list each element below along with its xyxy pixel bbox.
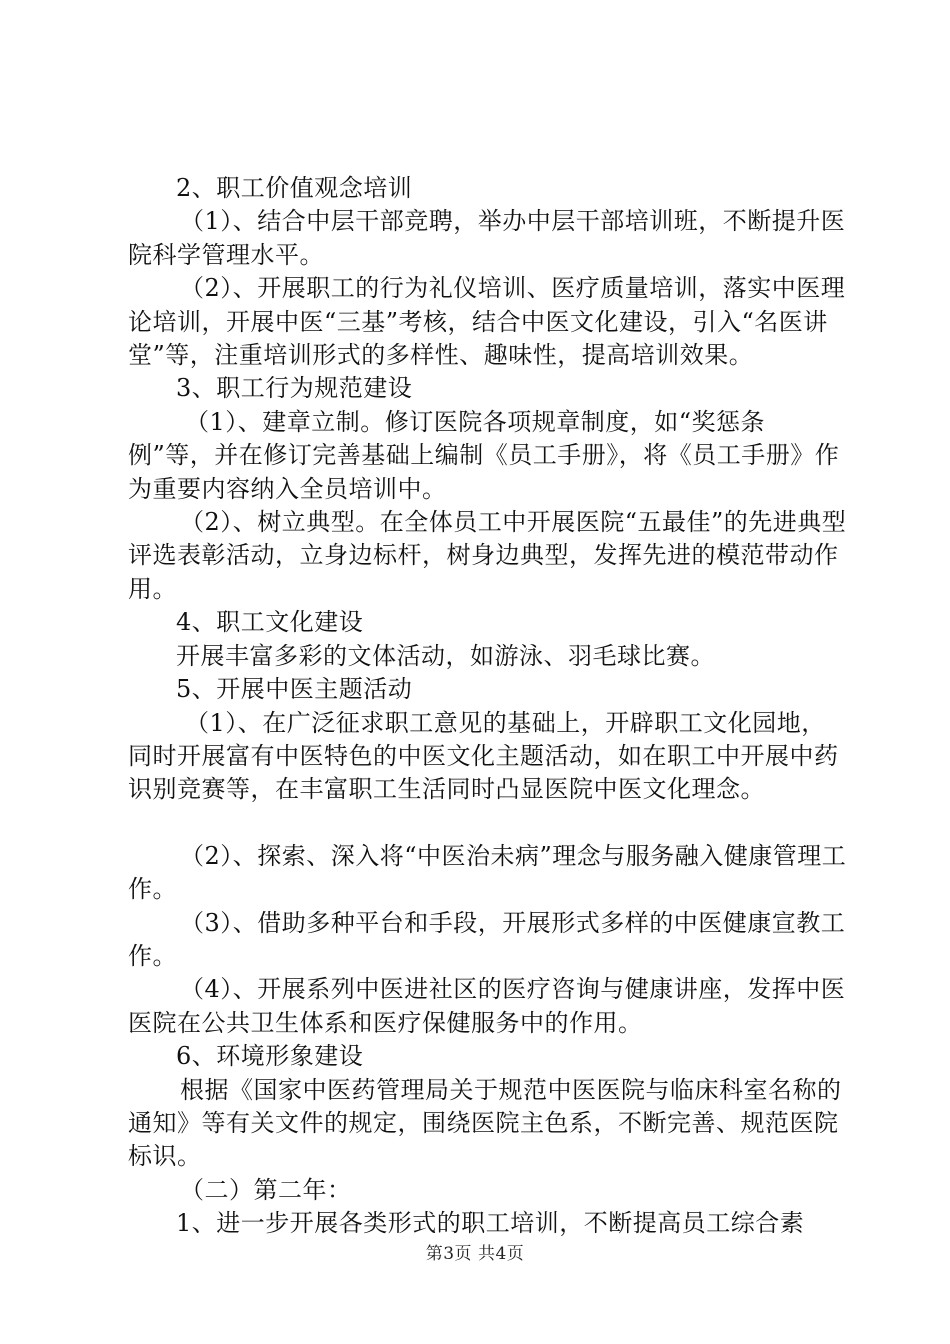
list-item-paragraph: （1）、结合中层干部竞聘，举办中层干部培训班，不断提升医院科学管理水平。: [128, 207, 846, 269]
section-heading-value-training: 2、职工价值观念培训: [176, 174, 413, 202]
list-item-paragraph: （2）、探索、深入将“中医治未病”理念与服务融入健康管理工作。: [128, 841, 847, 904]
page-footer: [0, 1243, 950, 1265]
list-item-paragraph: 1、进一步开展各类形式的职工培训，不断提高员工综合素: [176, 1209, 805, 1238]
list-item-paragraph: （1）、建章立制。修订医院各项规章制度，如“奖惩条例”等，并在修订完善基础上编制《员工手册》，将《员工手册》作为重要内容纳入全员培训中。: [128, 407, 840, 503]
section-heading-staff-culture: 4、职工文化建设: [176, 608, 364, 637]
body-paragraph: 根据《国家中医药管理局关于规范中医医院与临床科室名称的通知》等有关文件的规定，围绕医院主色系，不断完善、规范医院标识。: [128, 1075, 842, 1171]
subsection-heading-second-year: （二）第二年：: [180, 1175, 352, 1204]
list-item-paragraph: （2）、开展职工的行为礼仪培训、医疗质量培训，落实中医理论培训，开展中医“三基”考核，结合中医文化建设，引入“名医讲堂”等，注重培训形式的多样性、趣味性，提高培训效果。: [128, 274, 846, 370]
list-item-paragraph: （2）、树立典型。在全体员工中开展医院“五最佳”的先进典型评选表彰活动，立身边标杆，树身边典型，发挥先进的模范带动作用。: [128, 508, 847, 603]
document-body: [128, 172, 848, 1241]
body-paragraph: 开展丰富多彩的文体活动，如游泳、羽毛球比赛。: [176, 641, 715, 670]
section-heading-environment-image: 6、环境形象建设: [176, 1042, 364, 1071]
section-heading-behavior-norms: 3、职工行为规范建设: [176, 374, 413, 403]
list-item-paragraph: （3）、借助多种平台和手段，开展形式多样的中医健康宣教工作。: [128, 908, 846, 970]
list-item-paragraph: （1）、在广泛征求职工意见的基础上，开辟职工文化园地，同时开展富有中医特色的中医文化主题活动，如在职工中开展中药识别竞赛等，在丰富职工生活同时凸显医院中医文化理念。: [128, 708, 839, 804]
page-number: 第3页 共4页: [425, 1244, 525, 1264]
section-heading-tcm-activities: 5、开展中医主题活动: [176, 675, 413, 704]
list-item-paragraph: （4）、开展系列中医进社区的医疗咨询与健康讲座，发挥中医医院在公共卫生体系和医疗保健服务中的作用。: [128, 975, 846, 1037]
